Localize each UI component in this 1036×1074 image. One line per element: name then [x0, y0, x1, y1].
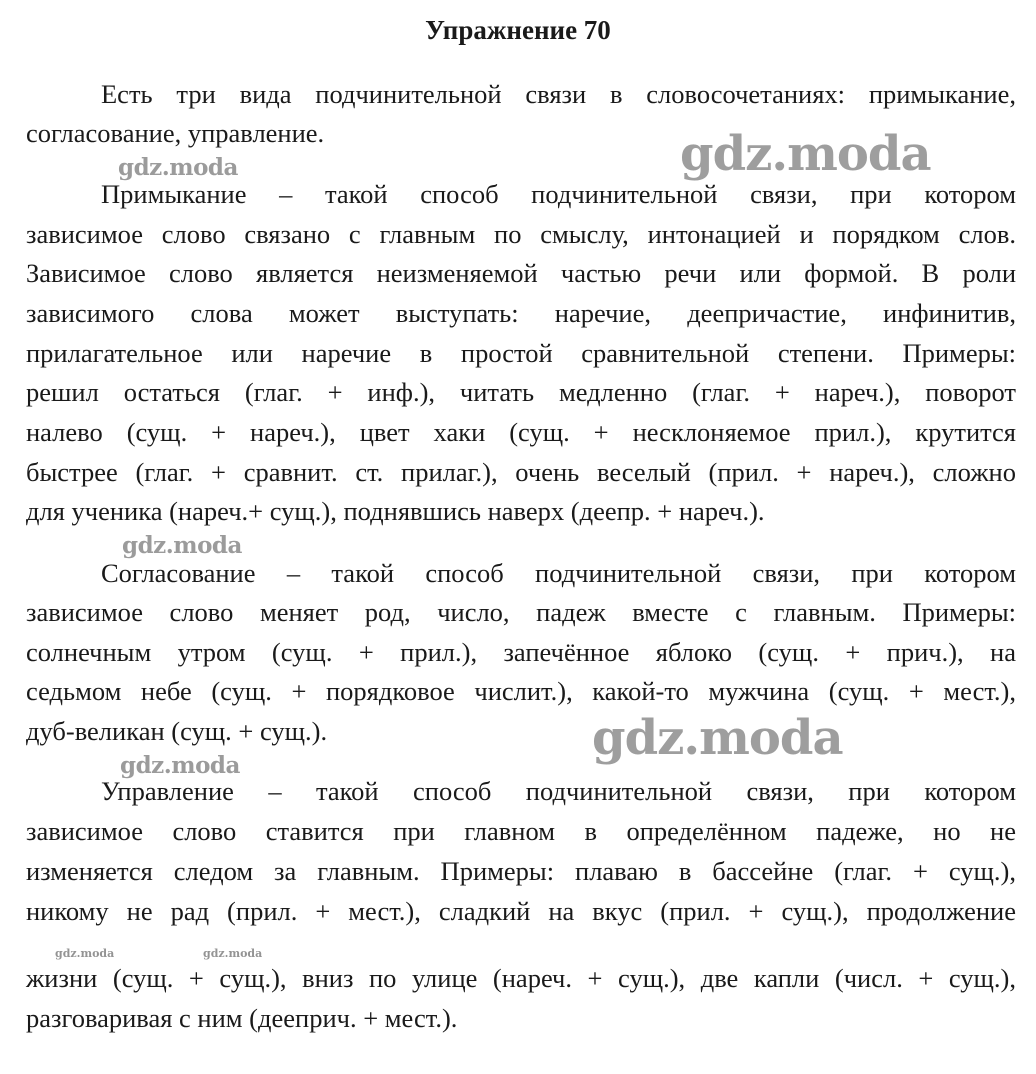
text-line: быстрее (глаг. + сравнит. ст. прилаг.), очень веселый (прил. + нареч.), сложно [26, 457, 1016, 487]
text-line: никому не рад (прил. + мест.), сладкий на вкус (прил. + сущ.), продолжение [26, 896, 1016, 926]
text-line: согласование, управление. [26, 118, 325, 148]
text-line: зависимое слово связано с главным по смыслу, интонацией и порядком слов. [26, 219, 1016, 249]
text-line: прилагательное или наречие в простой сравнительной степени. Примеры: [26, 338, 1016, 368]
watermark: gdz.moda [118, 154, 238, 181]
text-line: для ученика (нареч.+ сущ.), поднявшись наверх (деепр. + нареч.). [26, 496, 765, 526]
watermark: gdz.moda [120, 752, 240, 779]
text-line: солнечным утром (сущ. + прил.), запечённое яблоко (сущ. + прич.), на [26, 637, 1016, 667]
text-line: Есть три вида подчинительной связи в словосочетаниях: примыкание, [101, 79, 1016, 109]
text-line: решил остаться (глаг. + инф.), читать медленно (глаг. + нареч.), поворот [26, 377, 1016, 407]
text-line: изменяется следом за главным. Примеры: плаваю в бассейне (глаг. + сущ.), [26, 856, 1016, 886]
text-line: разговаривая с ним (дееприч. + мест.). [26, 1003, 458, 1033]
watermark: gdz.moda [680, 126, 931, 182]
watermark: gdz.moda [55, 947, 115, 960]
watermark: gdz.moda [203, 947, 263, 960]
page-title: Упражнение 70 [425, 15, 611, 45]
text-line: зависимого слова может выступать: наречие, деепричастие, инфинитив, [26, 298, 1016, 328]
text-line: зависимое слово меняет род, число, падеж вместе с главным. Примеры: [26, 597, 1016, 627]
text-line: Зависимое слово является неизменяемой частью речи или формой. В роли [26, 258, 1016, 288]
watermark: gdz.moda [122, 532, 242, 559]
text-line: дуб-великан (сущ. + сущ.). [26, 716, 328, 746]
text-line: зависимое слово ставится при главном в определённом падеже, но не [26, 816, 1016, 846]
watermark: gdz.moda [592, 710, 843, 766]
text-line: жизни (сущ. + сущ.), вниз по улице (нареч. + сущ.), две капли (числ. + сущ.), [26, 963, 1016, 993]
text-line: Управление – такой способ подчинительной связи, при котором [101, 776, 1016, 806]
text-line: Согласование – такой способ подчинительной связи, при котором [101, 558, 1016, 588]
text-line: седьмом небе (сущ. + порядковое числит.), какой-то мужчина (сущ. + мест.), [26, 676, 1016, 706]
text-line: Примыкание – такой способ подчинительной связи, при котором [101, 179, 1016, 209]
text-line: налево (сущ. + нареч.), цвет хаки (сущ. + несклоняемое прил.), крутится [26, 417, 1016, 447]
